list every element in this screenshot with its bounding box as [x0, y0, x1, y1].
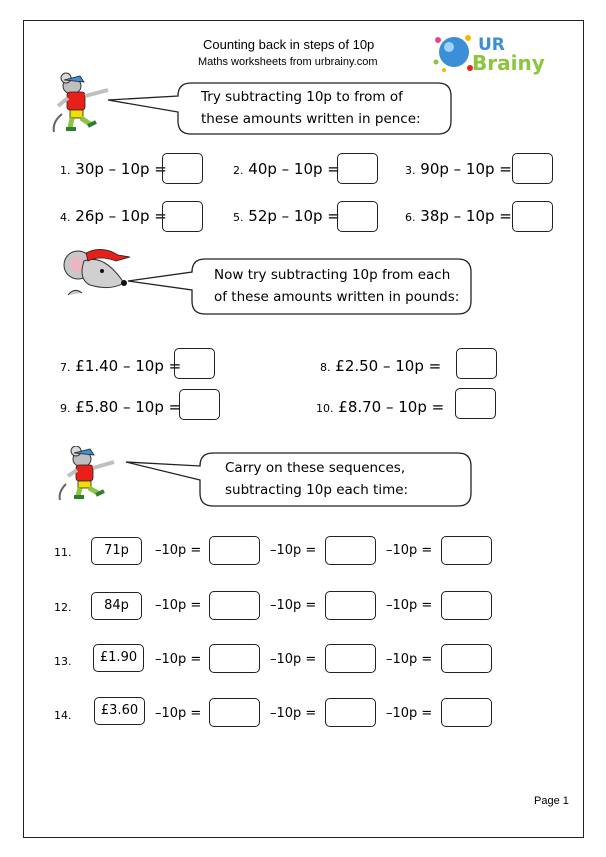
- sequence-number-13: 13.: [54, 655, 72, 668]
- question-3: 3. 90p – 10p =: [405, 160, 512, 178]
- step-label: –10p =: [270, 706, 317, 721]
- question-6: 6. 38p – 10p =: [405, 207, 512, 225]
- step-label: –10p =: [270, 652, 317, 667]
- sequence-number-11: 11.: [54, 546, 72, 559]
- question-4: 4. 26p – 10p =: [60, 207, 167, 225]
- page-title: Counting back in steps of 10p: [203, 37, 375, 52]
- sequence-box-11-3[interactable]: [441, 536, 492, 565]
- step-label: –10p =: [386, 543, 433, 558]
- sequence-box-11-2[interactable]: [325, 536, 376, 565]
- sequence-start-13: £1.90: [93, 644, 144, 672]
- sequence-box-14-3[interactable]: [441, 698, 492, 727]
- instruction-text-3: Carry on these sequences, subtracting 10p each time:: [225, 460, 409, 498]
- sequence-start-11: 71p: [91, 537, 142, 565]
- question-5: 5. 52p – 10p =: [233, 207, 340, 225]
- sequence-number-14: 14.: [54, 709, 72, 722]
- page-number: Page 1: [534, 795, 569, 807]
- sequence-box-12-2[interactable]: [325, 591, 376, 620]
- step-label: –10p =: [270, 543, 317, 558]
- step-label: –10p =: [386, 598, 433, 613]
- sequence-box-12-3[interactable]: [441, 591, 492, 620]
- sequence-start-14: £3.60: [94, 697, 145, 725]
- instruction-text-2: Now try subtracting 10p from each of these amounts written in pounds:: [214, 267, 460, 305]
- sequence-box-14-2[interactable]: [325, 698, 376, 727]
- sequence-number-12: 12.: [54, 601, 72, 614]
- question-7: 7. £1.40 – 10p =: [60, 357, 182, 375]
- page-subtitle: Maths worksheets from urbrainy.com: [198, 56, 378, 68]
- svg-text:UR: UR: [478, 35, 505, 55]
- sequence-start-12: 84p: [91, 592, 142, 620]
- sequence-box-12-1[interactable]: [209, 591, 260, 620]
- svg-text:Brainy: Brainy: [472, 51, 545, 75]
- question-8: 8. £2.50 – 10p =: [320, 357, 442, 375]
- question-2: 2. 40p – 10p =: [233, 160, 340, 178]
- question-9: 9. £5.80 – 10p =: [60, 398, 182, 416]
- step-label: –10p =: [270, 598, 317, 613]
- step-label: –10p =: [155, 652, 202, 667]
- step-label: –10p =: [386, 652, 433, 667]
- sequence-box-11-1[interactable]: [209, 536, 260, 565]
- question-1: 1. 30p – 10p =: [60, 160, 167, 178]
- sequence-box-13-2[interactable]: [325, 644, 376, 673]
- step-label: –10p =: [155, 706, 202, 721]
- step-label: –10p =: [386, 706, 433, 721]
- instruction-text-1: Try subtracting 10p to from of these amounts written in pence:: [201, 89, 421, 127]
- sequence-box-13-1[interactable]: [209, 644, 260, 673]
- question-10: 10. £8.70 – 10p =: [316, 398, 445, 416]
- step-label: –10p =: [155, 598, 202, 613]
- step-label: –10p =: [155, 543, 202, 558]
- sequence-box-13-3[interactable]: [441, 644, 492, 673]
- sequence-box-14-1[interactable]: [209, 698, 260, 727]
